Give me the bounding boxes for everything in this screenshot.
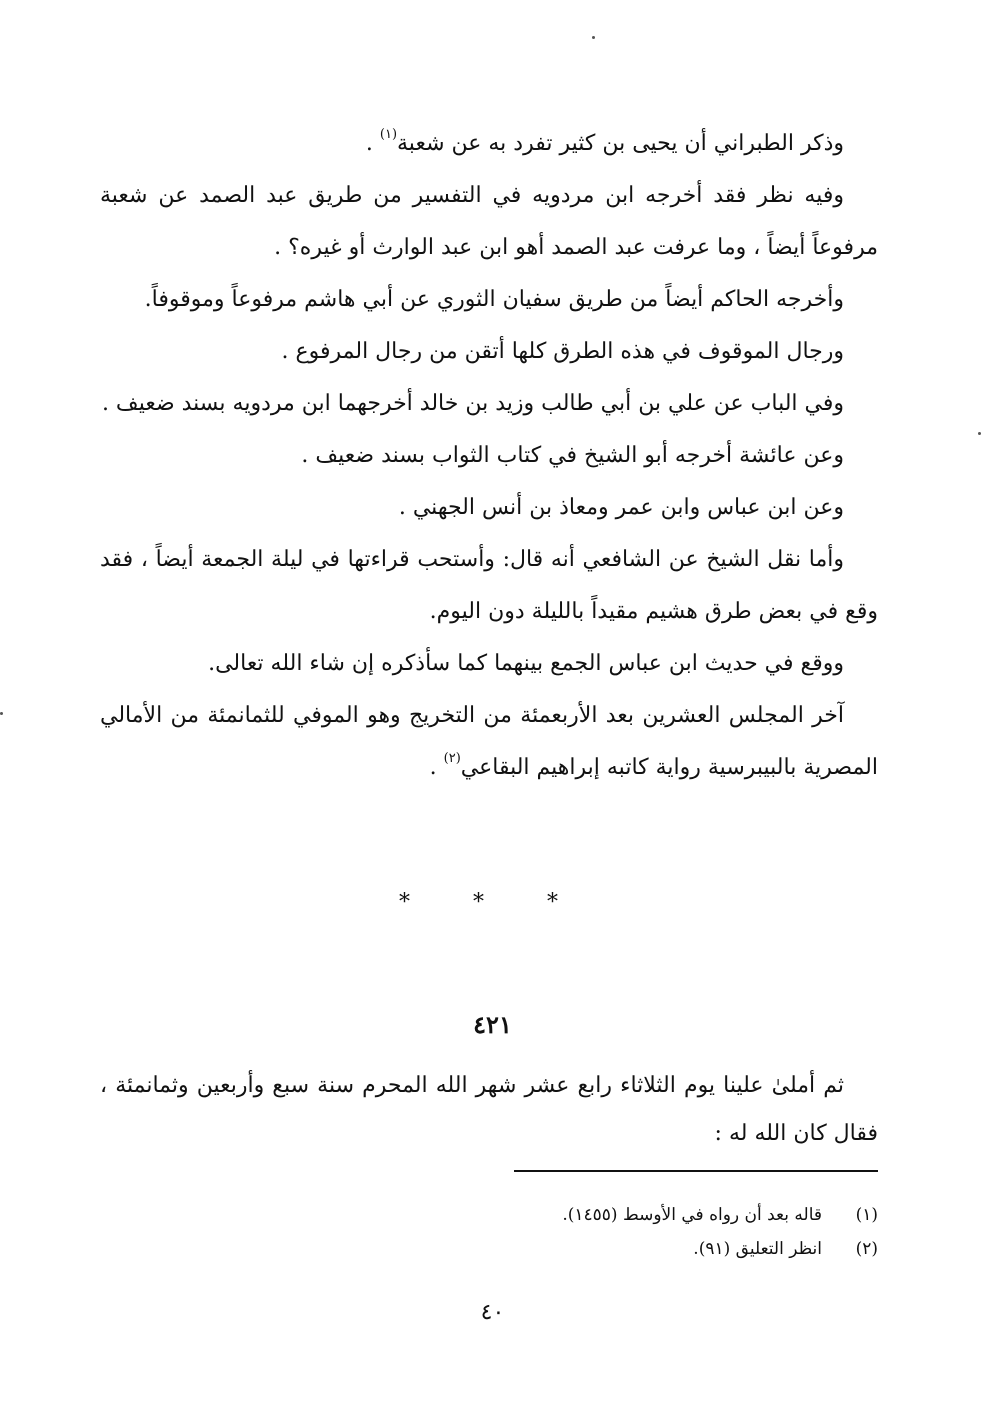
paragraph-10	[100, 690, 878, 794]
scan-speck	[978, 432, 981, 435]
footnotes	[400, 1198, 878, 1266]
paragraph-text: آخر المجلس العشرين بعد الأربعمئة من التخريج وهو الموفي للثمانمئة من الأمالي المصرية بالبيبرسية رواية كاتبه إبراهيم البقاعي	[100, 703, 878, 780]
paragraph-8: وأما نقل الشيخ عن الشافعي أنه قال: وأستحب قراءتها في ليلة الجمعة أيضاً ، فقد وقع في بعض طرق هشيم مقيداً بالليلة دون اليوم.	[100, 547, 878, 624]
footnote-number: (١)	[855, 1205, 878, 1225]
paragraph-4: ورجال الموقوف في هذه الطرق كلها أتقن من رجال المرفوع .	[281, 339, 844, 364]
page-number: ٤٠	[480, 1300, 505, 1325]
section-paragraph: ثم أملىٰ علينا يوم الثلاثاء رابع عشر شهر الله المحرم سنة سبع وأربعين وثمانمئة ، فقال كان الله له :	[100, 1073, 878, 1146]
paragraph-1	[100, 118, 878, 170]
footnote-text: انظر التعليق (٩١).	[693, 1239, 822, 1259]
paragraph-text: وذكر الطبراني أن يحيى بن كثير تفرد به عن شعبة	[397, 131, 844, 156]
scan-speck	[0, 712, 3, 715]
paragraph-3: وأخرجه الحاكم أيضاً من طريق سفيان الثوري عن أبي هاشم مرفوعاً وموقوفاً.	[144, 287, 844, 312]
footnote-text: قاله بعد أن رواه في الأوسط (١٤٥٥).	[562, 1205, 822, 1225]
paragraph-7: وعن ابن عباس وابن عمر ومعاذ بن أنس الجهني .	[398, 495, 844, 520]
section-separator: * * *	[399, 890, 586, 915]
section-number: ٤٢١	[473, 1010, 512, 1039]
paragraph-6: وعن عائشة أخرجه أبو الشيخ في كتاب الثواب بسند ضعيف .	[301, 443, 844, 468]
footnote-ref-2: (٢)	[443, 751, 461, 766]
footnote-ref-1: (١)	[379, 127, 398, 142]
paragraph-end: .	[429, 755, 444, 780]
footnote-1	[400, 1198, 878, 1232]
paragraph-5: وفي الباب عن علي بن أبي طالب وزيد بن خالد أخرجهما ابن مردويه بسند ضعيف .	[101, 391, 844, 416]
footnote-2	[400, 1232, 878, 1266]
section-intro	[100, 1062, 878, 1158]
paragraph-end: .	[365, 131, 380, 156]
footnote-number: (٢)	[855, 1239, 878, 1259]
paragraph-9: ووقع في حديث ابن عباس الجمع بينهما كما سأذكره إن شاء الله تعالى.	[208, 651, 844, 676]
paragraph-2: وفيه نظر فقد أخرجه ابن مردويه في التفسير من طريق عبد الصمد عن شعبة مرفوعاً أيضاً ، وما عرفت عبد الصمد أهو ابن عبد الوارث أو غيره؟ .	[100, 183, 878, 260]
footnote-divider	[514, 1170, 878, 1172]
scan-speck	[592, 36, 595, 39]
main-text	[100, 118, 878, 794]
